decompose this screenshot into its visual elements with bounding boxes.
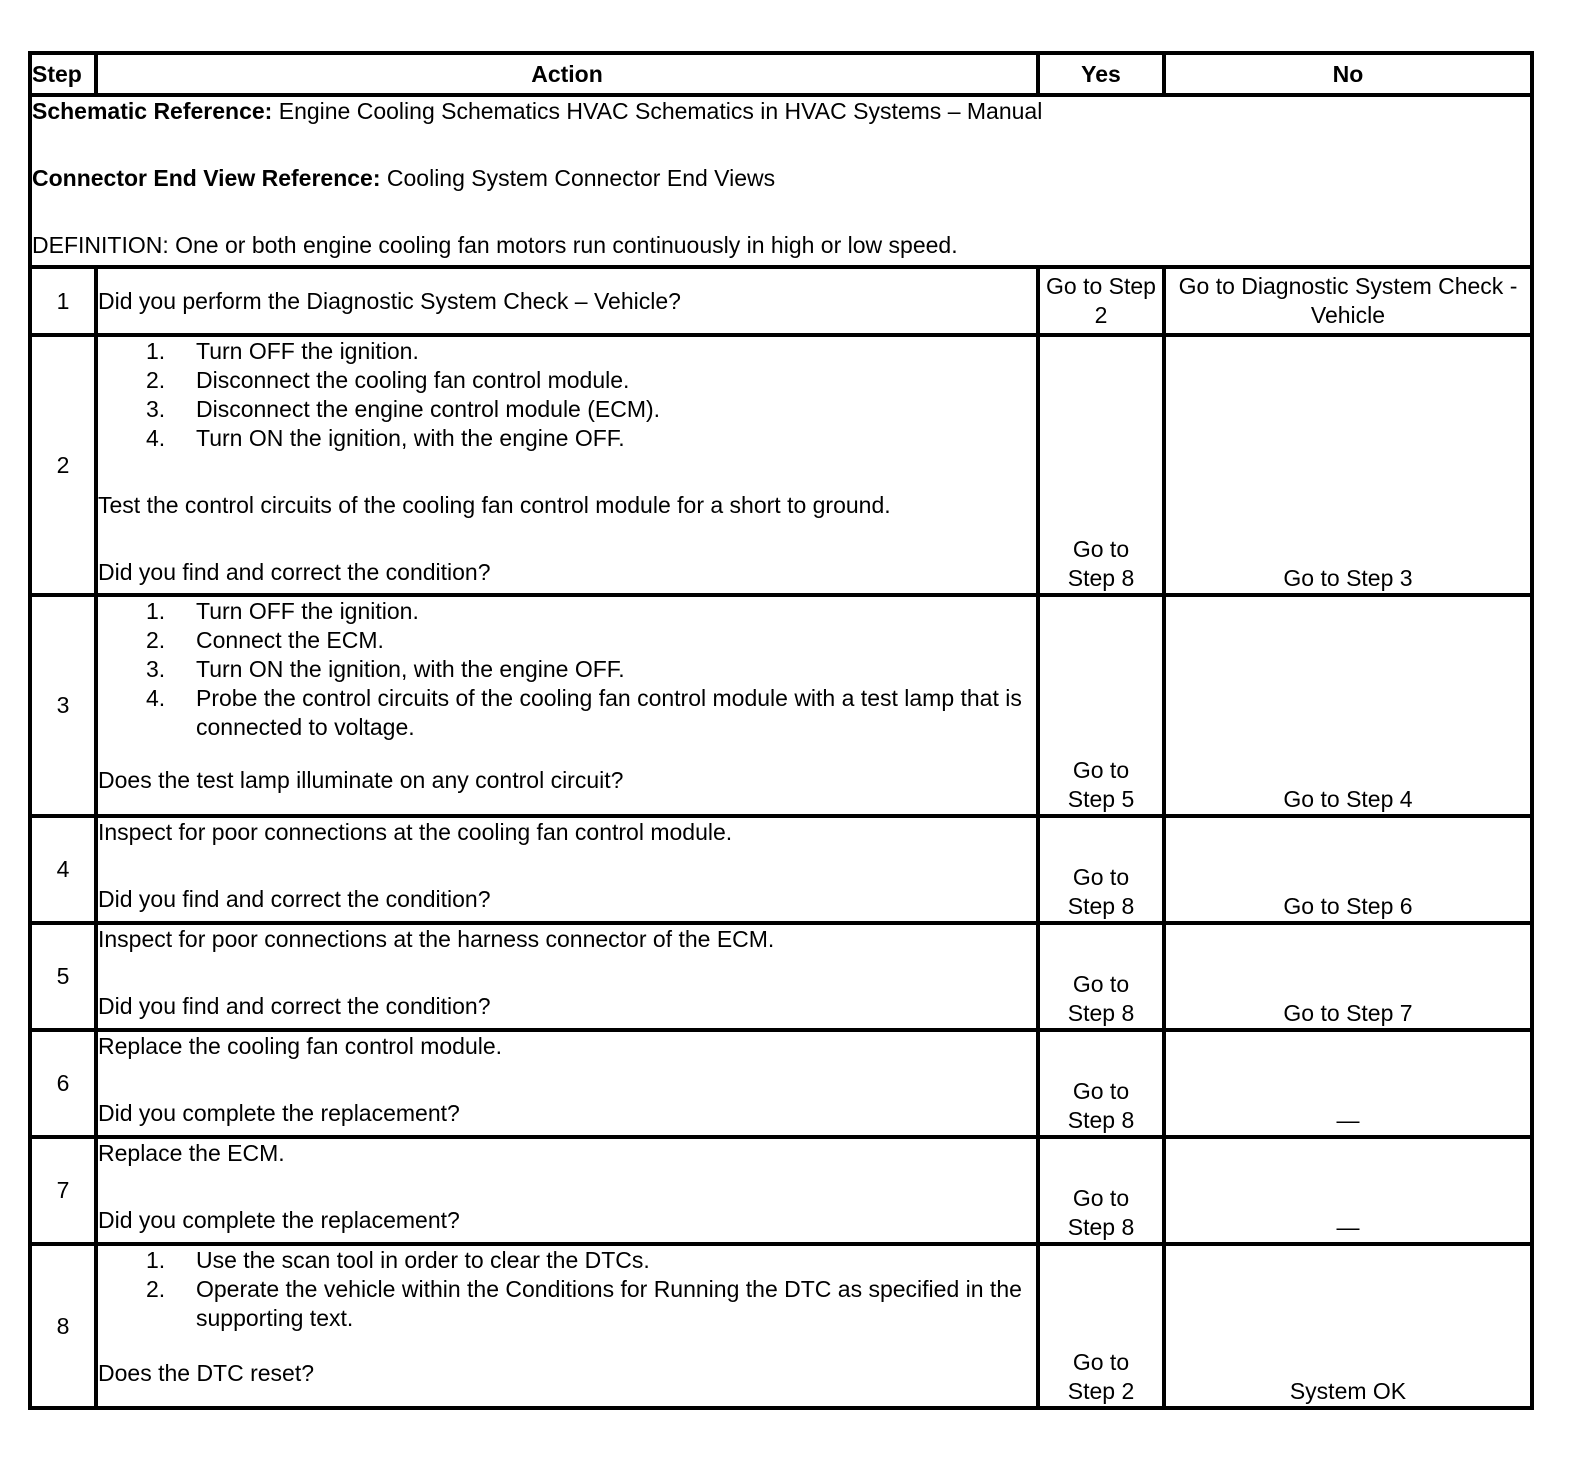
list-item: 2. Disconnect the cooling fan control module. xyxy=(146,367,630,393)
header-no: No xyxy=(1164,53,1532,95)
diagnostic-table xyxy=(28,51,1534,1410)
no-cell: — xyxy=(1164,1030,1532,1137)
step-number: 4 xyxy=(30,816,96,923)
table-row xyxy=(30,267,1532,335)
yes-cell: Go to Step 8 xyxy=(1038,923,1164,1030)
header-action: Action xyxy=(96,53,1038,95)
list-item: 4. Probe the control circuits of the cooling fan control module with a test lamp that is connected to voltage. xyxy=(146,685,1022,740)
list-item: 1. Turn OFF the ignition. xyxy=(146,338,419,364)
info-row xyxy=(30,95,1532,267)
action-list xyxy=(98,597,1036,742)
schematic-reference xyxy=(32,97,1530,126)
step-number: 7 xyxy=(30,1137,96,1244)
action-question: Did you find and correct the condition? xyxy=(98,886,491,912)
list-item: 1. Use the scan tool in order to clear the DTCs. xyxy=(146,1247,650,1273)
no-cell: Go to Step 6 xyxy=(1164,816,1532,923)
definition: DEFINITION: One or both engine cooling fan motors run continuously in high or low speed. xyxy=(32,232,958,258)
table-row xyxy=(30,335,1532,595)
action-question: Does the DTC reset? xyxy=(98,1360,315,1386)
step-number: 8 xyxy=(30,1244,96,1408)
schematic-text: Engine Cooling Schematics HVAC Schematics in HVAC Systems – Manual xyxy=(272,98,1043,124)
list-item: 4. Turn ON the ignition, with the engine OFF. xyxy=(146,425,625,451)
list-item: 3. Disconnect the engine control module (ECM). xyxy=(146,396,661,422)
yes-cell: Go to Step 2 xyxy=(1038,267,1164,335)
yes-cell: Go to Step 2 xyxy=(1038,1244,1164,1408)
action-cell xyxy=(96,923,1038,1030)
header-yes: Yes xyxy=(1038,53,1164,95)
action-question: Did you find and correct the condition? xyxy=(98,559,491,585)
action-question: Did you complete the replacement? xyxy=(98,1207,460,1233)
info-cell xyxy=(30,95,1532,267)
no-cell: Go to Step 4 xyxy=(1164,595,1532,816)
table-row xyxy=(30,923,1532,1030)
action-cell xyxy=(96,1030,1038,1137)
no-cell: Go to Step 3 xyxy=(1164,335,1532,595)
table-row xyxy=(30,1137,1532,1244)
schematic-label: Schematic Reference: xyxy=(32,98,273,124)
action-cell xyxy=(96,1244,1038,1408)
table-row xyxy=(30,1244,1532,1408)
action-cell xyxy=(96,1137,1038,1244)
yes-cell: Go to Step 5 xyxy=(1038,595,1164,816)
no-cell: Go to Diagnostic System Check - Vehicle xyxy=(1164,267,1532,335)
yes-cell: Go to Step 8 xyxy=(1038,816,1164,923)
header-row xyxy=(30,53,1532,95)
step-number: 2 xyxy=(30,335,96,595)
yes-cell: Go to Step 8 xyxy=(1038,1137,1164,1244)
action-question: Did you complete the replacement? xyxy=(98,1100,460,1126)
connector-reference xyxy=(32,164,1530,193)
connector-text: Cooling System Connector End Views xyxy=(380,165,776,191)
table-row xyxy=(30,1030,1532,1137)
header-step: Step xyxy=(30,53,96,95)
step-number: 1 xyxy=(30,267,96,335)
action-list xyxy=(98,337,1036,453)
step-number: 5 xyxy=(30,923,96,1030)
action-instruction: Test the control circuits of the cooling fan control module for a short to ground. xyxy=(98,492,891,518)
action-cell xyxy=(96,335,1038,595)
action-cell xyxy=(96,595,1038,816)
list-item: 1. Turn OFF the ignition. xyxy=(146,598,419,624)
action-cell xyxy=(96,267,1038,335)
action-instruction: Inspect for poor connections at the harness connector of the ECM. xyxy=(98,926,775,952)
action-question: Did you find and correct the condition? xyxy=(98,993,491,1019)
list-item: 2. Operate the vehicle within the Conditions for Running the DTC as specified in the supporting text. xyxy=(146,1276,1022,1331)
yes-cell: Go to Step 8 xyxy=(1038,1030,1164,1137)
step-number: 6 xyxy=(30,1030,96,1137)
no-cell: System OK xyxy=(1164,1244,1532,1408)
table-row xyxy=(30,816,1532,923)
step-number: 3 xyxy=(30,595,96,816)
no-cell: Go to Step 7 xyxy=(1164,923,1532,1030)
action-list xyxy=(98,1246,1036,1333)
action-question: Did you perform the Diagnostic System Check – Vehicle? xyxy=(98,287,681,314)
yes-cell: Go to Step 8 xyxy=(1038,335,1164,595)
connector-label: Connector End View Reference: xyxy=(32,165,381,191)
action-cell xyxy=(96,816,1038,923)
action-instruction: Replace the ECM. xyxy=(98,1140,285,1166)
action-question: Does the test lamp illuminate on any control circuit? xyxy=(98,767,624,793)
table-row xyxy=(30,595,1532,816)
no-cell: — xyxy=(1164,1137,1532,1244)
action-instruction: Inspect for poor connections at the cooling fan control module. xyxy=(98,819,733,845)
list-item: 3. Turn ON the ignition, with the engine OFF. xyxy=(146,656,625,682)
list-item: 2. Connect the ECM. xyxy=(146,627,384,653)
action-instruction: Replace the cooling fan control module. xyxy=(98,1033,503,1059)
